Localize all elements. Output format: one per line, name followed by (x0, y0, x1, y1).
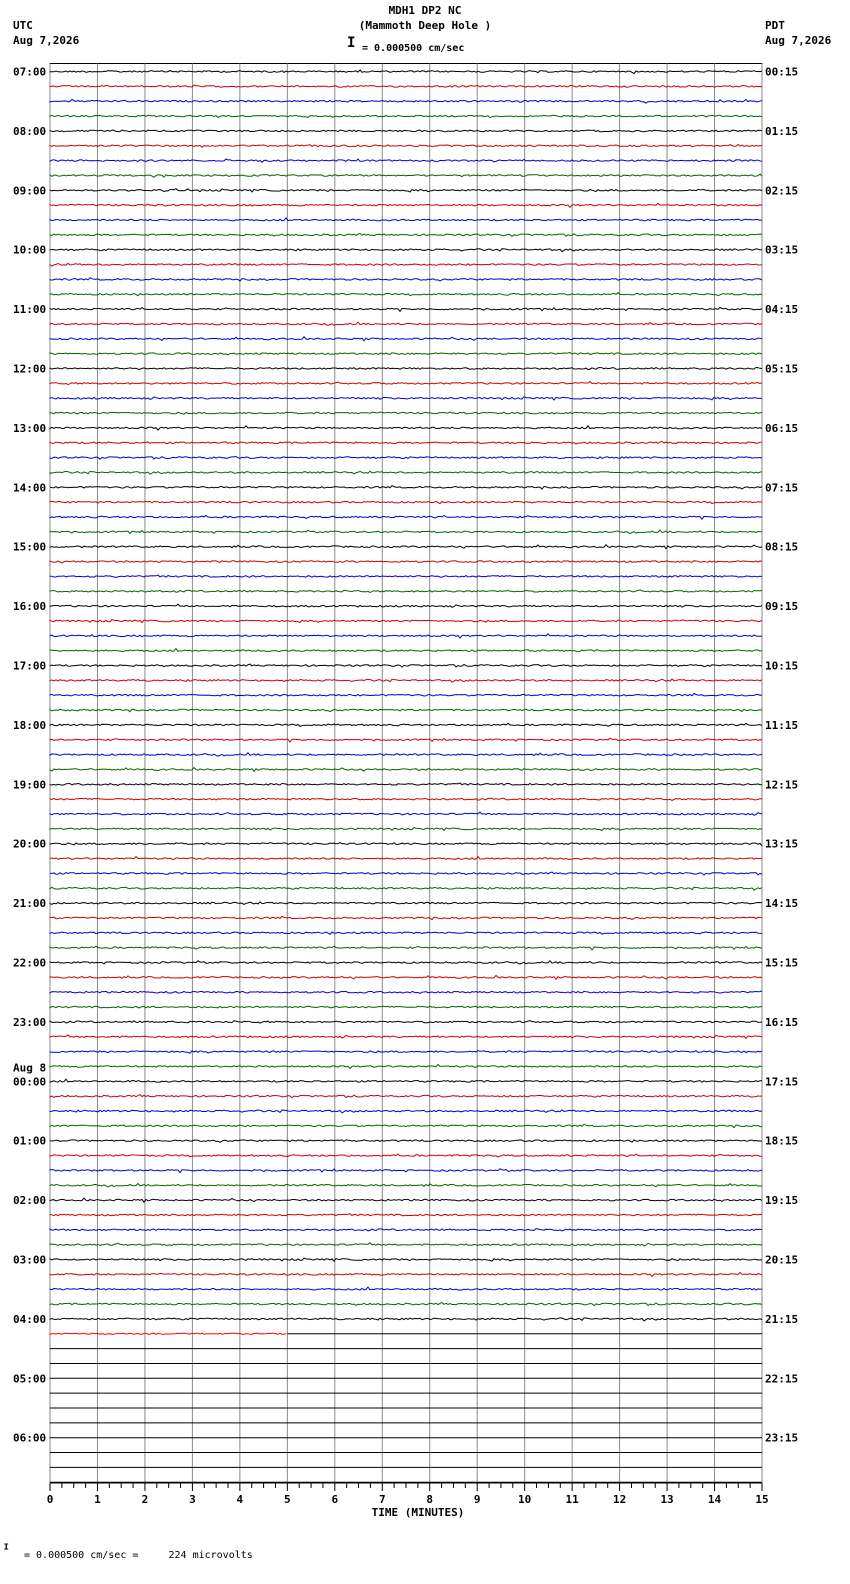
right-hour-label: 17:15 (765, 1075, 799, 1089)
trace-line (50, 293, 762, 296)
left-hour-label: 13:00 (13, 421, 47, 435)
trace-line (50, 783, 762, 786)
right-hour-label: 07:15 (765, 481, 799, 495)
right-date: Aug 7,2026 (765, 34, 832, 47)
trace-line (50, 1258, 762, 1261)
left-hour-label: 05:00 (13, 1372, 47, 1386)
trace-line (50, 1124, 762, 1127)
right-hour-label: 13:15 (765, 837, 799, 851)
trace-line (50, 1051, 762, 1054)
trace-line (50, 590, 762, 593)
right-hour-label: 04:15 (765, 303, 799, 317)
trace-line (50, 367, 762, 369)
trace-line (50, 1065, 762, 1069)
trace-line (50, 679, 762, 682)
trace-line (50, 991, 762, 994)
trace-line (50, 902, 762, 905)
trace-line (50, 1287, 762, 1290)
trace-line (50, 1110, 762, 1113)
trace-line (50, 887, 762, 890)
left-hour-label: 00:00 (13, 1075, 47, 1089)
trace-line (50, 634, 762, 638)
trace-line (50, 381, 762, 384)
right-hour-label: 20:15 (765, 1253, 799, 1267)
x-tick-label: 2 (141, 1493, 149, 1506)
right-timezone: PDT (765, 19, 785, 32)
scale-label: = 0.000500 cm/sec (362, 43, 465, 54)
right-hour-label: 01:15 (765, 124, 799, 138)
trace-line (50, 843, 762, 846)
x-tick-label: 7 (378, 1493, 386, 1506)
x-tick-label: 1 (94, 1493, 101, 1506)
trace-line (50, 1318, 762, 1321)
left-hour-label: 04:00 (13, 1312, 47, 1326)
right-hour-label: 18:15 (765, 1134, 799, 1148)
trace-line (50, 278, 762, 281)
trace-line (50, 263, 762, 266)
right-hour-label: 00:15 (765, 65, 799, 79)
trace-line (50, 545, 762, 549)
right-hour-label: 10:15 (765, 659, 799, 673)
trace-line (50, 723, 762, 726)
x-tick-label: 14 (707, 1493, 722, 1506)
trace-line (50, 932, 762, 934)
trace-line (50, 426, 762, 430)
left-hour-label: 08:00 (13, 124, 47, 138)
date-change-label: Aug 8 (13, 1061, 47, 1075)
trace-line (50, 975, 762, 979)
trace-line (50, 174, 762, 177)
trace-line (50, 307, 762, 311)
left-hour-label: 17:00 (13, 659, 47, 673)
left-hour-label: 16:00 (13, 600, 47, 614)
left-hour-label: 10:00 (13, 243, 47, 257)
trace-line (50, 1021, 762, 1024)
right-hour-label: 06:15 (765, 421, 799, 435)
right-hour-label: 15:15 (765, 956, 799, 970)
right-hour-label: 19:15 (765, 1194, 799, 1208)
trace-line (50, 753, 762, 756)
left-hour-label: 01:00 (13, 1134, 47, 1148)
trace-line (50, 1243, 762, 1246)
right-hour-label: 16:15 (765, 1015, 799, 1029)
left-hour-label: 03:00 (13, 1253, 47, 1267)
right-hour-label: 14:15 (765, 897, 799, 911)
x-tick-label: 12 (612, 1493, 627, 1506)
right-hour-label: 02:15 (765, 184, 799, 198)
trace-line (50, 798, 762, 800)
left-hour-label: 02:00 (13, 1194, 47, 1208)
trace-line (50, 130, 762, 132)
trace-line (50, 412, 762, 414)
left-hour-label: 12:00 (13, 362, 47, 376)
trace-line (50, 1229, 762, 1231)
footer-scale-icon: ᴵ (2, 1542, 11, 1558)
trace-line (50, 1184, 762, 1187)
trace-line (50, 70, 762, 74)
x-tick-label: 13 (660, 1493, 674, 1506)
trace-line (50, 768, 762, 772)
x-tick-label: 8 (426, 1493, 434, 1506)
x-tick-label: 11 (565, 1493, 579, 1506)
x-tick-label: 3 (189, 1493, 196, 1506)
trace-line (50, 352, 762, 354)
trace-line (50, 1169, 762, 1173)
trace-line (50, 203, 762, 207)
trace-line (50, 115, 762, 118)
trace-line (50, 1303, 762, 1306)
trace-line (50, 1035, 762, 1039)
footer-scale-note: = 0.000500 cm/sec = 224 microvolts (24, 1550, 253, 1561)
trace-line (50, 946, 762, 950)
trace-line (50, 501, 762, 503)
right-hour-label: 12:15 (765, 778, 799, 792)
trace-line (50, 561, 762, 563)
trace-line (50, 620, 762, 623)
right-hour-label: 08:15 (765, 540, 799, 554)
trace-line (50, 1006, 762, 1008)
trace-line (50, 738, 762, 742)
trace-line (50, 828, 762, 831)
trace-line (50, 961, 762, 964)
trace-line (50, 441, 762, 444)
trace-line (50, 218, 762, 221)
left-hour-label: 09:00 (13, 184, 47, 198)
left-timezone: UTC (13, 19, 33, 32)
right-hour-label: 05:15 (765, 362, 799, 376)
scale-bar-icon: I (347, 35, 356, 51)
x-tick-label: 10 (518, 1493, 532, 1506)
trace-line (50, 575, 762, 577)
trace-line (50, 872, 762, 875)
left-hour-label: 18:00 (13, 718, 47, 732)
right-hour-label: 23:15 (765, 1431, 799, 1445)
trace-line (50, 694, 762, 697)
x-tick-label: 15 (755, 1493, 769, 1506)
trace-line (50, 337, 762, 341)
x-tick-label: 5 (284, 1493, 291, 1506)
x-tick-label: 0 (46, 1493, 54, 1506)
x-axis-label: TIME (MINUTES) (371, 1506, 465, 1519)
left-hour-label: 20:00 (13, 837, 47, 851)
right-hour-label: 11:15 (765, 718, 799, 732)
trace-line-current (50, 1333, 286, 1334)
trace-line (50, 1214, 762, 1216)
left-hour-label: 07:00 (13, 65, 47, 79)
left-hour-label: 11:00 (13, 303, 47, 317)
trace-line (50, 99, 762, 103)
trace-line (50, 857, 762, 860)
left-hour-label: 14:00 (13, 481, 47, 495)
station-location: (Mammoth Deep Hole ) (358, 19, 492, 32)
trace-line (50, 709, 762, 712)
left-hour-label: 23:00 (13, 1015, 47, 1029)
left-hour-label: 15:00 (13, 540, 47, 554)
trace-line (50, 664, 762, 667)
trace-line (50, 515, 762, 519)
trace-line (50, 233, 762, 236)
trace-line (50, 144, 762, 147)
left-hour-label: 22:00 (13, 956, 47, 970)
trace-line (50, 159, 762, 162)
x-tick-label: 9 (473, 1493, 481, 1506)
right-hour-label: 21:15 (765, 1312, 799, 1326)
trace-line (50, 1140, 762, 1142)
trace-line (50, 1198, 762, 1202)
trace-line (50, 397, 762, 400)
x-tick-label: 6 (331, 1493, 339, 1506)
right-hour-label: 03:15 (765, 243, 799, 257)
trace-line (50, 1079, 762, 1082)
station-title: MDH1 DP2 NC (388, 4, 462, 17)
trace-line (50, 322, 762, 325)
trace-line (50, 604, 762, 607)
trace-line (50, 249, 762, 252)
trace-line (50, 812, 762, 815)
left-hour-label: 06:00 (13, 1431, 47, 1445)
trace-line (50, 1154, 762, 1157)
left-hour-label: 21:00 (13, 897, 47, 911)
trace-line (50, 189, 762, 192)
trace-line (50, 486, 762, 489)
left-hour-label: 19:00 (13, 778, 47, 792)
trace-line (50, 85, 762, 87)
trace-line (50, 649, 762, 652)
trace-line (50, 916, 762, 919)
plot-frame (50, 64, 762, 1484)
trace-line (50, 1095, 762, 1098)
trace-line (50, 457, 762, 460)
trace-line (50, 1272, 762, 1276)
right-hour-label: 22:15 (765, 1372, 799, 1386)
trace-line (50, 471, 762, 474)
x-tick-label: 4 (236, 1493, 244, 1506)
right-hour-label: 09:15 (765, 600, 799, 614)
trace-line (50, 530, 762, 533)
left-date: Aug 7,2026 (13, 34, 80, 47)
